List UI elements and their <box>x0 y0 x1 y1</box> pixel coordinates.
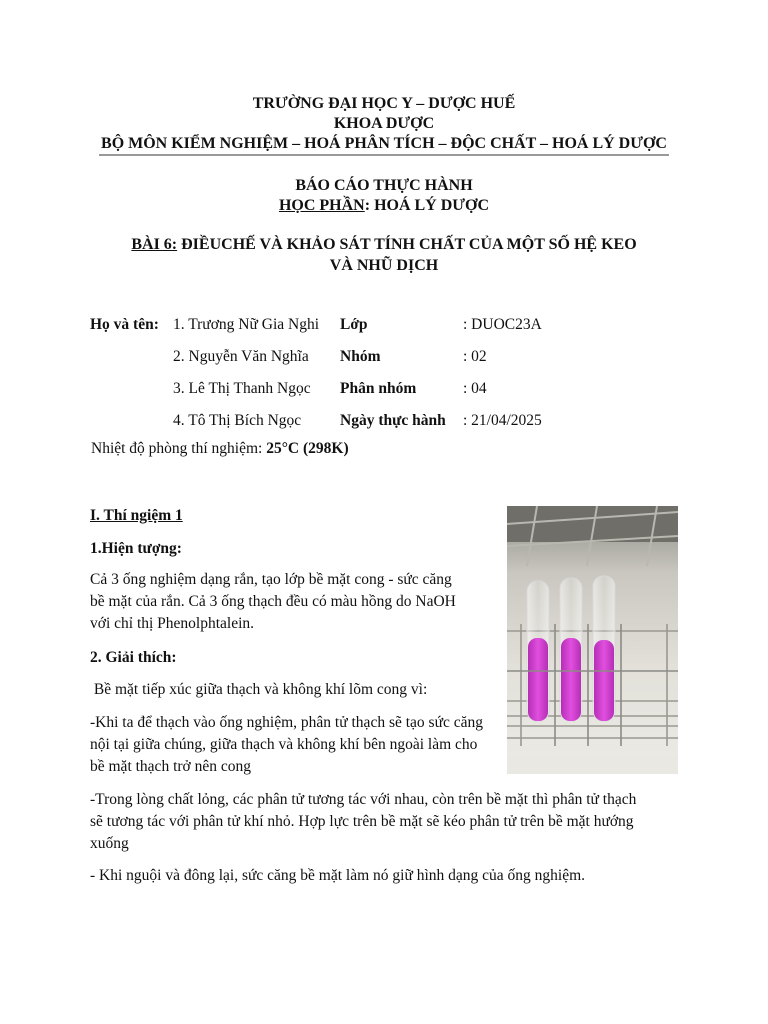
temperature-label: Nhiệt độ phòng thí nghiệm: <box>91 440 267 457</box>
explanation-intro: Bề mặt tiếp xúc giữa thạch và không khí lõm cong vì: <box>90 681 428 698</box>
course-line <box>0 196 768 216</box>
member-4: 4. Tô Thị Bích Ngọc <box>173 412 302 429</box>
phenomenon-heading: 1.Hiện tượng: <box>90 540 182 557</box>
lesson-label: BÀI 6: <box>131 236 178 253</box>
phenomenon-line-3: với chỉ thị Phenolphtalein. <box>90 615 255 632</box>
class-label: Lớp <box>340 316 368 333</box>
explanation-p2-line-1: -Trong lòng chất lỏng, các phân tử tương tác với nhau, còn trên bề mặt thì phân tử thạch <box>90 791 637 808</box>
phenomenon-line-1: Cả 3 ống nghiệm dạng rắn, tạo lớp bề mặt cong - sức căng <box>90 571 452 588</box>
test-tubes-photo <box>507 506 678 774</box>
university-name: TRƯỜNG ĐẠI HỌC Y – DƯỢC HUẾ <box>252 95 516 112</box>
subgroup-value: : 04 <box>463 380 487 397</box>
explanation-p2-line-3: xuống <box>90 835 129 852</box>
test-tubes-illustration <box>507 506 678 774</box>
lesson-line-1: ĐIỀUCHẾ VÀ KHẢO SÁT TÍNH CHẤT CỦA MỘT SỐ HỆ KEO <box>177 236 637 253</box>
practice-date-value: : 21/04/2025 <box>463 412 542 429</box>
member-2: 2. Nguyễn Văn Nghĩa <box>173 348 309 365</box>
explanation-p2-line-2: sẽ tương tác với phân tử khí nhỏ. Hợp lực trên bề mặt sẽ kéo phân tử trên bề mặt hướng <box>90 813 634 830</box>
explanation-paragraph-3: - Khi nguội và đông lại, sức căng bề mặt làm nó giữ hình dạng của ống nghiệm. <box>90 867 586 884</box>
report-title: BÁO CÁO THỰC HÀNH <box>295 177 473 194</box>
room-temperature <box>91 440 349 458</box>
phenomenon-text <box>90 569 510 635</box>
phenomenon-line-2: bề mặt của rắn. Cả 3 ống thạch đều có màu hồng do NaOH <box>90 593 456 610</box>
faculty-name: KHOA DƯỢC <box>333 115 435 132</box>
temperature-value: 25°C (298K) <box>266 440 349 457</box>
member-1: 1. Trương Nữ Gia Nghi <box>173 316 320 333</box>
department-name: BỘ MÔN KIỂM NGHIỆM – HOÁ PHÂN TÍCH – ĐỘC CHẤT – HOÁ LÝ DƯỢC <box>99 134 669 156</box>
explanation-paragraph-1 <box>90 712 510 778</box>
member-3: 3. Lê Thị Thanh Ngọc <box>173 380 311 397</box>
explanation-heading: 2. Giải thích: <box>90 649 177 666</box>
report-title-block <box>0 176 768 216</box>
course-label: HỌC PHẦN <box>278 197 365 214</box>
lesson-title <box>0 234 768 276</box>
explanation-p1-line-3: bề mặt thạch trở nên cong <box>90 758 251 775</box>
school-header <box>0 94 768 156</box>
section-1-heading: I. Thí ngiệm 1 <box>90 507 183 524</box>
group-label: Nhóm <box>340 348 381 365</box>
course-value: : HOÁ LÝ DƯỢC <box>364 197 490 214</box>
class-value: : DUOC23A <box>463 316 542 333</box>
practice-date-label: Ngày thực hành <box>340 412 446 429</box>
group-value: : 02 <box>463 348 487 365</box>
subgroup-label: Phân nhóm <box>340 380 417 397</box>
name-label: Họ và tên: <box>90 316 159 333</box>
explanation-p1-line-2: nội tại giữa chúng, giữa thạch và không khí bên ngoài làm cho <box>90 736 478 753</box>
lesson-line-2: VÀ NHŨ DỊCH <box>329 257 439 274</box>
explanation-paragraph-2 <box>90 789 690 855</box>
explanation-p1-line-1: -Khi ta để thạch vào ống nghiệm, phân tử thạch sẽ tạo sức căng <box>90 714 483 731</box>
